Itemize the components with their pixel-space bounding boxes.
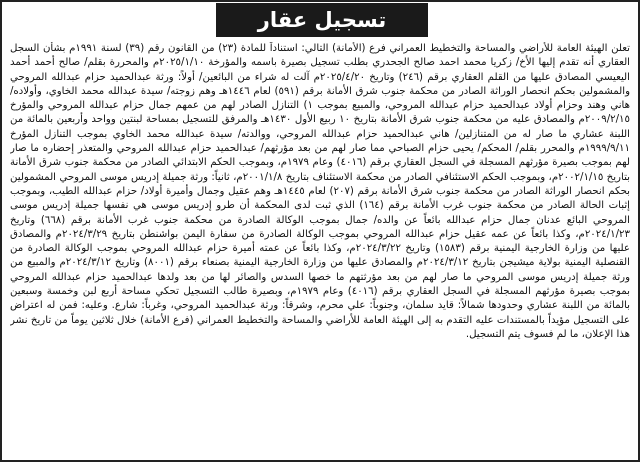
- notice-body-text: تعلن الهيئة العامة للأراضي والمساحة والتخطيط العمراني فرع (الأمانة) التالي: استناداً للمادة (٢٣) من القانون رقم (٣٩) لسنة ١٩٩١م بشأن السجل العقاري أنه تقدم إليها الأخ/ زكريا محمد احمد صالح الجحدري بطلب تسجيل بصيرة باسمه والمؤرخة ٢٠٢٥/١/١٠م والمحررة بقلم/ صالح أحمد أحمد اليعيسي المصادق عليها من القلم العقاري برقم (٢٤٦) وتاريخ ٢٠٢٥/٤/٢٠م آلت له شراء من البائعين/ أولاً: ورثة عبدالحميد حزام عبدالله المروحي والمشمولين بحكم انحصار الوراثة الصادر من محكمة جنوب شرق الأمانة برقم (٥٩١) لعام ١٤٤٦هـ وهم زوجته/ سيدة عبدالله محمد الخاوي، وأولاده/ هاني وهند وحزام أولاد عبدالحميد حزام عبدالله المروحي، والمبيع بموجب ١) التنازل الصادر لهم من عمهم جمال حزام عبدالله المروحي والمؤرخ ٢٠٠٩/٢/١٥م والمصادق عليه من محكمة جنوب شرق الأمانة بتاريخ ١٠ ربيع الأول ١٤٣٠هـ والمرفق للتسجيل بمساحة لبنتين وواحد وأربعين بالمائة من اللبنة عشاري ما صار له من المتنازلين/ هاني عبدالحميد حزام عبدالله المروحي، ووالدته/ سيدة عبدالله محمد الخاوي بموجب التنازل المؤرخ ١٩٩٩/٩/١١م والمحرر بقلم/ المحكم/ يحيى حزام الصباحي مما صار لهم من بعد مؤرثهم/ عبدالحميد حزام عبدالله المروحي والمتعذر إحضاره ما صار لهم بموجب بصيرة مؤرثهم المسجلة في السجل العقاري برقم (٤٠١٦) وعام ١٩٧٩م، وبموجب الحكم الابتدائي الصادر من محكمة جنوب شرق الأمانة بتاريخ ٢٠٠٢/١/١٥م، وبموجب الحكم الاستئنافي الصادر من محكمة الاستئناف بتاريخ ٢٠٠١/١/٨م، ثانياً: ورثة جميلة إدريس موسى المروحي المشمولين بحكم انحصار الوراثة الصادر من محكمة جنوب شرق الأمانة برقم (٢٠٧) لعام ١٤٤٥هـ وهم عقيل وجمال وأميرة أولاد/ حزام عبدالله الطيب، وبموجب إثبات الحالة الصادر من محكمة جنوب غرب الأمانة برقم (١٦٤) الذي ثبت لدى المحكمة أن طرو إدريس موسى هي نفسها جميلة إدريس موسى المروحي البائع عدنان جمال حزام عبدالله بائعاً عن والده/ جمال بموجب الوكالة الصادرة من محكمة جنوب غرب الأمانة برقم (٦٦٨) وتاريخ ٢٠٢٤/١/٢٣م، وكذا بائعاً عن عمه عقيل حزام عبدالله المروحي بموجب الوكالة الصادرة من سفارة اليمن بواشنطن بتاريخ ٢٠٢٤/٣/٢٩م والمصادق عليها من وزارة الخارجية اليمنية برقم (١٥٨٣) وتاريخ ٢٠٢٤/٣/٢٢م، وكذا بائعاً عن عمته أميرة حزام عبدالله المروحي بموجب الوكالة الصادرة من القنصلية اليمنية بولاية ميشيجن بتاريخ ٢٠٢٤/٣/١٢م والمصادق عليها من وزارة الخارجية اليمنية بصنعاء برقم (٨٠٠١) وتاريخ ٢٠٢٤/٣/١٢م والمبيع من ورثة جميلة إدريس موسى المروحي ما صار لهم من بعد مؤرثتهم ما خصها السدس والصائر لها من بعد ولدها عبدالحميد حزام عبدالله المروحي بموجب بصيرة مؤرثهم المسجلة في السجل العقاري برقم (٤٠١٦) وعام ١٩٧٩م، وبصيرة طالب التسجيل تحكي مساحة أربع لبن وخمسة وسبعين بالمائة من اللبنة عشاري وحدودها شمالاً: قايد سلمان، وجنوباً: علي محرم، وشرقاً: ورثة عبدالحميد المروحي، وغرباً: شارع. وعليه: فمن له اعتراض على التسجيل مؤيداً بالمستندات عليه التقدم به إلى الهيئة العامة للأراضي والمساحة والتخطيط العمراني (فرع الأمانة) خلال ثلاثين يوماً من تاريخ نشر هذا الإعلان، ما لم فسوف يتم التسجيل.: [10, 43, 630, 340]
- notice-body: [10, 42, 630, 456]
- notice-title: تسجيل عقار: [216, 3, 428, 37]
